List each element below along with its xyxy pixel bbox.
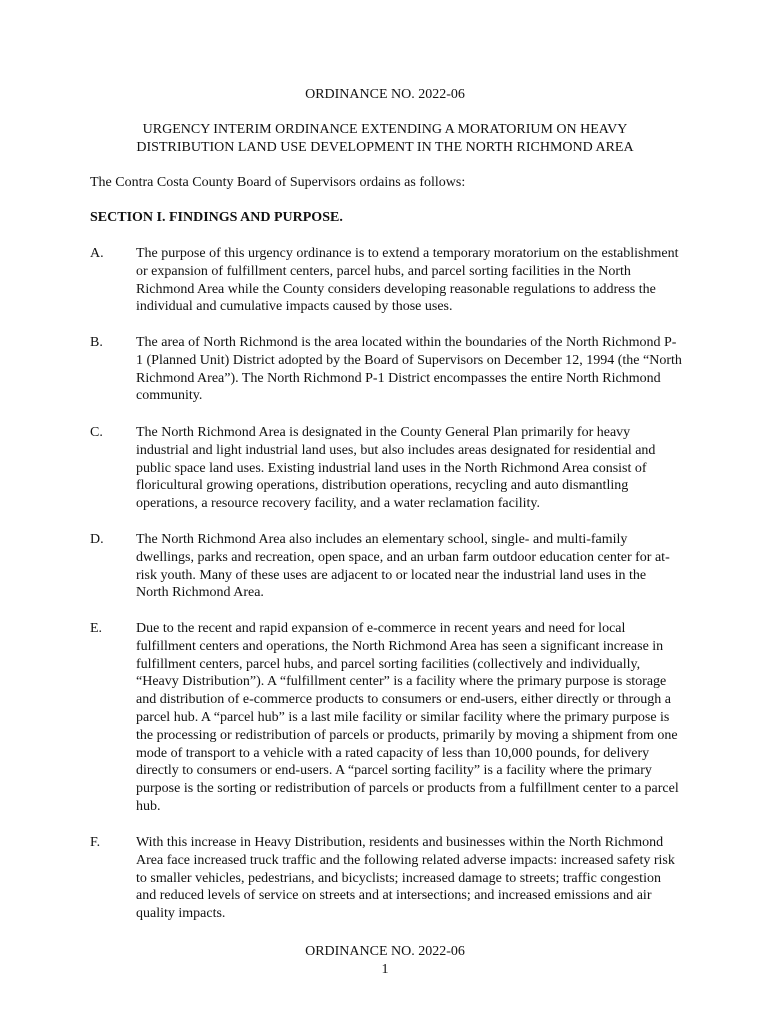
section-heading: SECTION I. FINDINGS AND PURPOSE. bbox=[90, 210, 343, 225]
ordinance-number: ORDINANCE NO. 2022-06 bbox=[305, 87, 465, 102]
paragraph-letter: F. bbox=[90, 835, 101, 850]
paragraph-e bbox=[90, 620, 690, 816]
paragraph-text: The North Richmond Area is designated in the County General Plan primarily for heavy industrial and light industrial land uses, but also includes areas designated for residential and public space land uses. Existing industrial land uses in the North Richmond Area consist of floricultural growing operations, distribution operations, recycling and auto dismantling operations, a resource recovery facility, and a water reclamation facility. bbox=[136, 425, 656, 512]
page-number: 1 bbox=[381, 962, 389, 977]
title-line-2: DISTRIBUTION LAND USE DEVELOPMENT IN THE NORTH RICHMOND AREA bbox=[136, 139, 634, 155]
paragraph-c bbox=[90, 424, 690, 513]
title-line-1: URGENCY INTERIM ORDINANCE EXTENDING A MORATORIUM ON HEAVY bbox=[142, 122, 628, 137]
document-title bbox=[90, 121, 680, 156]
paragraph-letter: E. bbox=[90, 621, 103, 636]
footer-ordinance-number: ORDINANCE NO. 2022-06 bbox=[305, 944, 465, 959]
paragraph-text: The purpose of this urgency ordinance is to extend a temporary moratorium on the establishment or expansion of fulfillment centers, parcel hubs, and parcel sorting facilities in the North Richmond Area while the County considers developing reasonable regulations to address the individual and cumulative impacts caused by those uses. bbox=[136, 246, 679, 315]
paragraph-b bbox=[90, 334, 690, 405]
page-footer bbox=[0, 943, 770, 979]
paragraph-letter: D. bbox=[90, 532, 104, 547]
intro-text: The Contra Costa County Board of Supervisors ordains as follows: bbox=[90, 175, 466, 190]
paragraph-text: The area of North Richmond is the area located within the boundaries of the North Richmond P-1 (Planned Unit) District adopted by the Board of Supervisors on December 12, 1994 (the “North Richmond Area”). The North Richmond P-1 District encompasses the entire North Richmond community. bbox=[136, 335, 682, 404]
paragraph-text: Due to the recent and rapid expansion of e-commerce in recent years and need for local fulfillment centers and operations, the North Richmond Area has seen a significant increase in fulfillment centers, parcel hubs, and parcel sorting facilities (collectively and individually, “Heavy Distribution”). A “fulfillment center” is a facility where the primary purpose is storage and distribution of e-commerce products to consumers or end-users, either directly or through a parcel hub. A “parcel hub” is a last mile facility or similar facility where the primary purpose is the processing or redistribution of parcels or products, primarily by moving a shipment from one mode of transport to a vehicle with a rated capacity of less than 10,000 pounds, for delivery directly to consumers or end-users. A “parcel sorting facility” is a facility where the primary purpose is the sorting or redistribution of parcels or products from a fulfillment center to a parcel hub. bbox=[136, 621, 679, 814]
paragraph-text: With this increase in Heavy Distribution, residents and businesses within the North Richmond Area face increased truck traffic and the following related adverse impacts: increased safety risk to smaller vehicles, pedestrians, and bicyclists; increased damage to streets; traffic congestion and reduced levels of service on streets and at intersections; and increased emissions and air quality impacts. bbox=[136, 835, 675, 922]
paragraph-text: The North Richmond Area also includes an elementary school, single- and multi-family dwellings, parks and recreation, open space, and an urban farm outdoor education center for at-risk youth. Many of these uses are adjacent to or located near the industrial land uses in the North Richmond Area. bbox=[136, 532, 670, 601]
paragraph-d bbox=[90, 531, 690, 602]
paragraph-letter: A. bbox=[90, 246, 104, 261]
paragraph-f bbox=[90, 834, 690, 923]
paragraph-letter: C. bbox=[90, 425, 103, 440]
paragraph-letter: B. bbox=[90, 335, 103, 350]
paragraph-a bbox=[90, 245, 690, 316]
